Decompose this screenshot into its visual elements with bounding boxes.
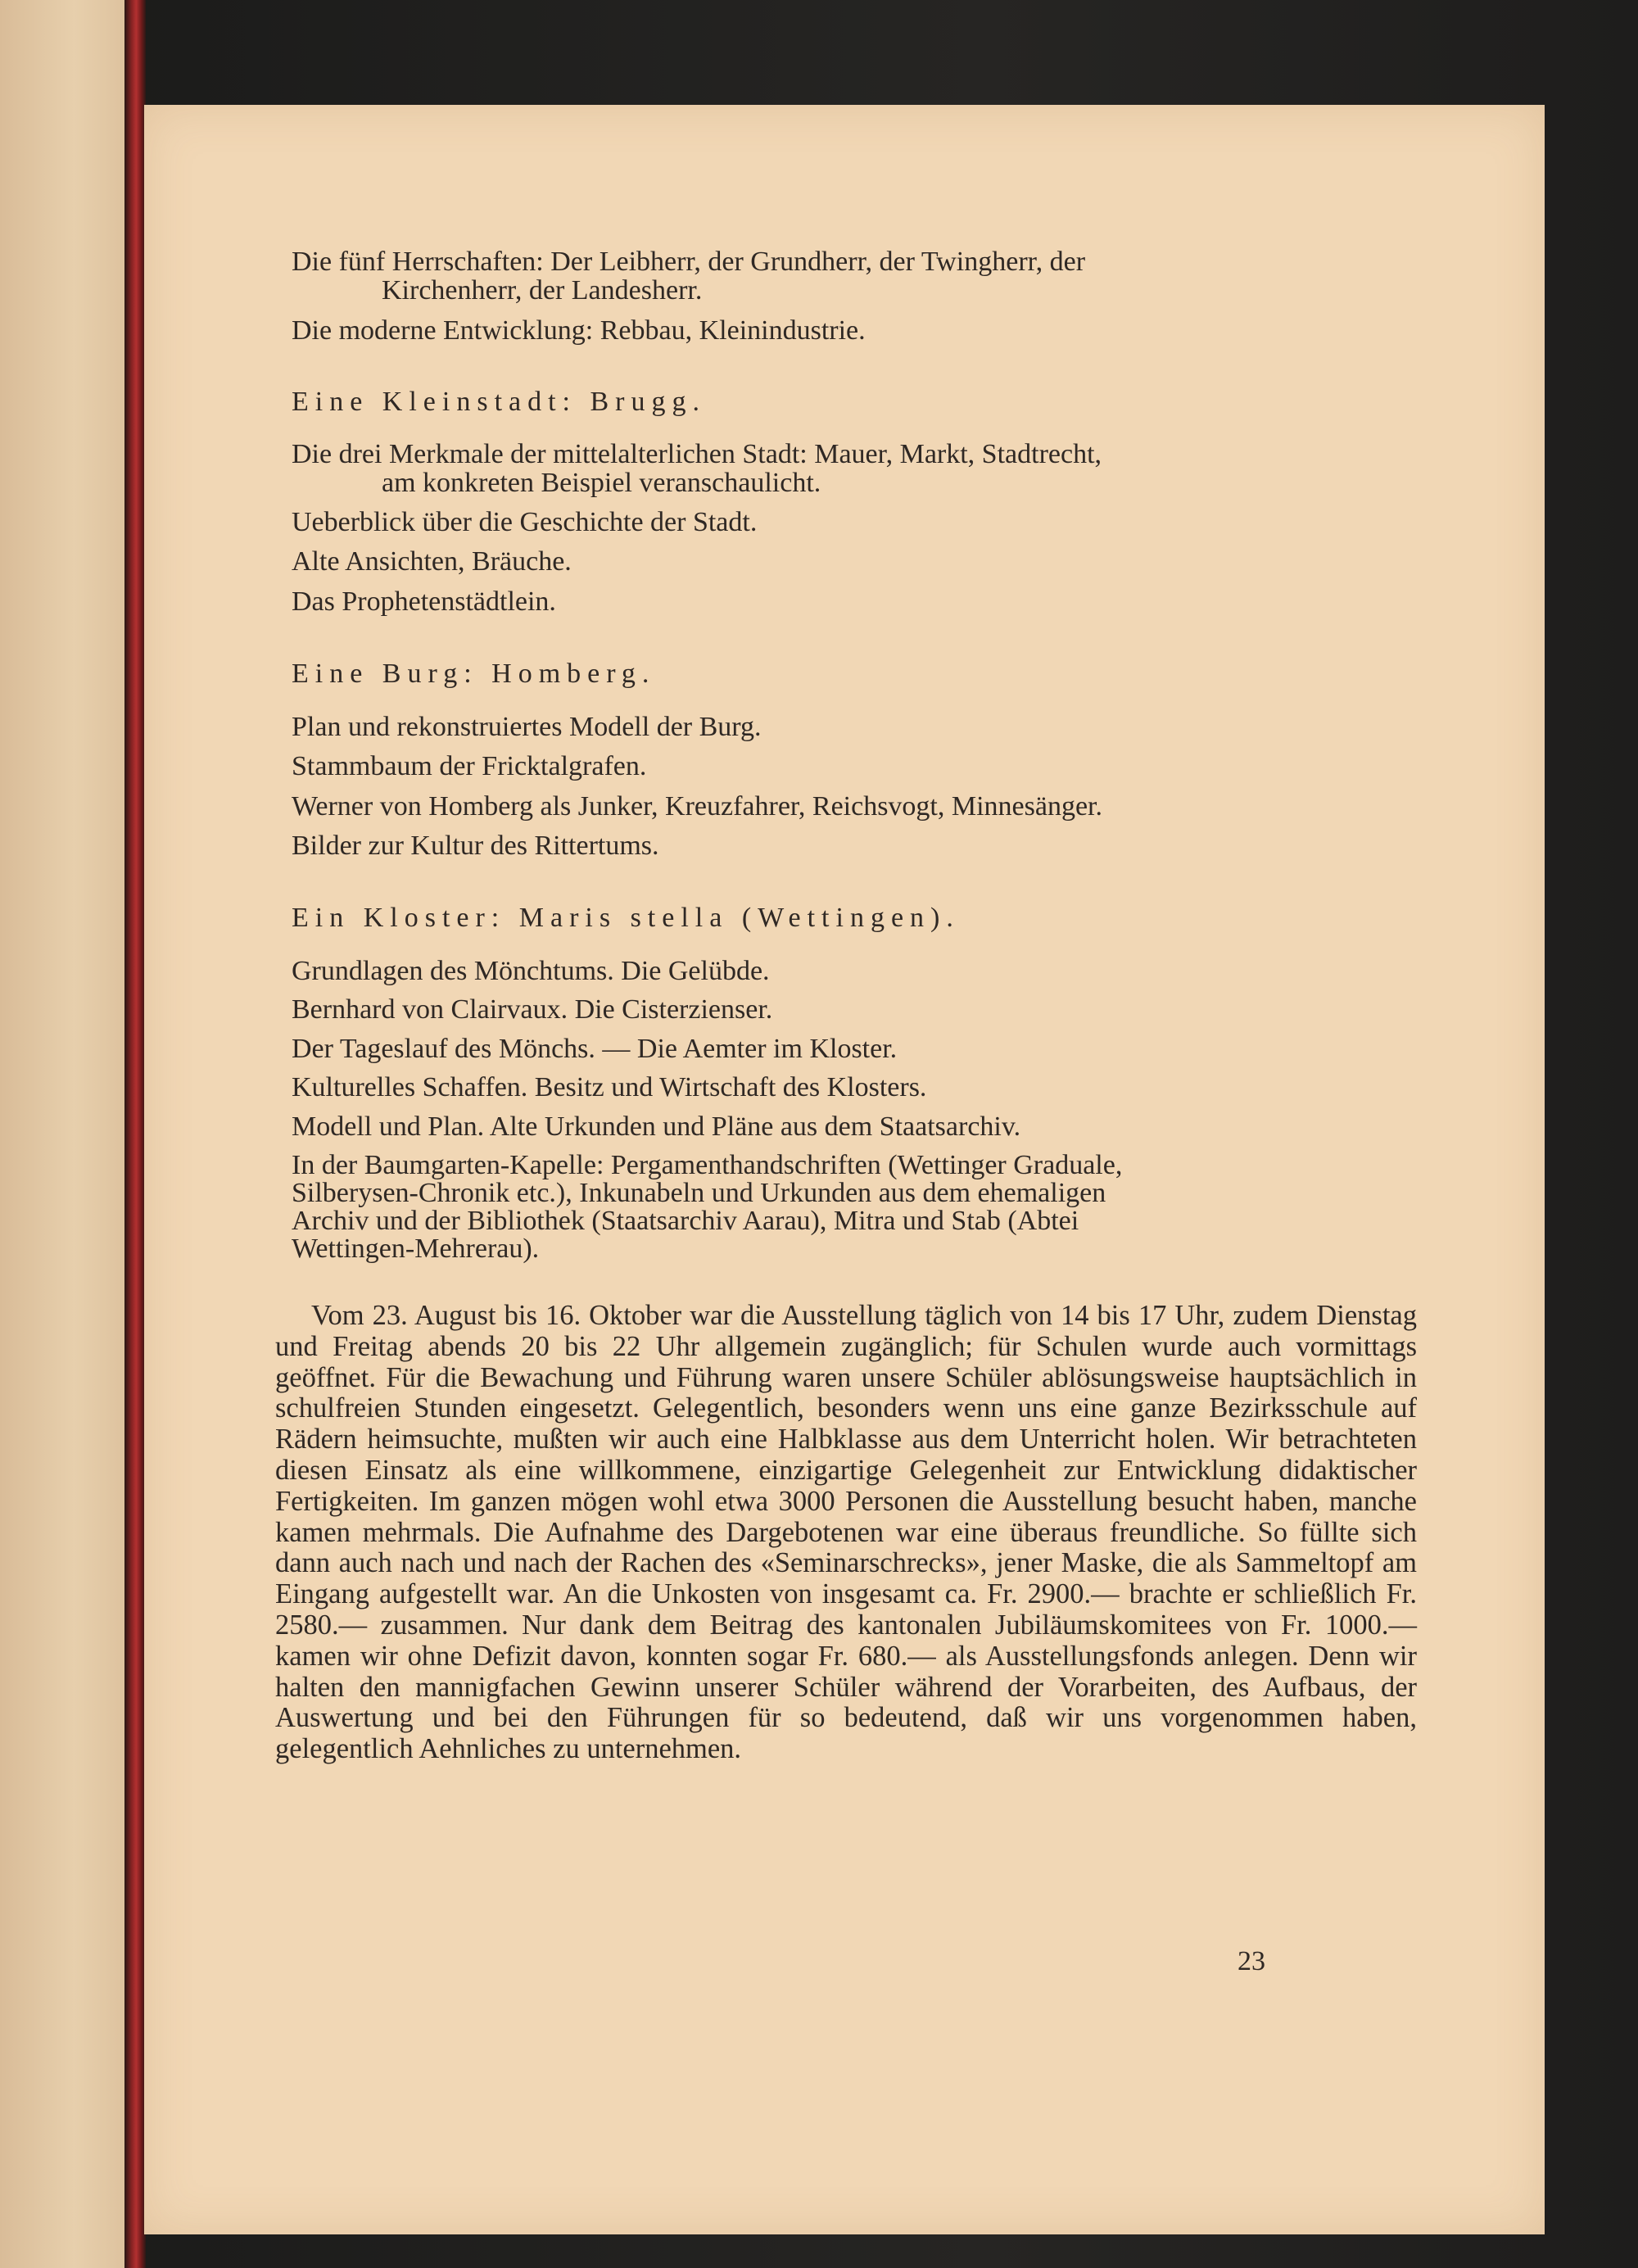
page-number: 23 — [1238, 1946, 1265, 1976]
book-binding — [124, 0, 146, 2268]
text-line: Die moderne Entwicklung: Rebbau, Kleinindustrie. — [292, 315, 866, 346]
text-line: Grundlagen des Mönchtums. Die Gelübde. — [292, 956, 770, 986]
text-line: Das Prophetenstädtlein. — [292, 586, 556, 617]
page-body — [144, 105, 1545, 2234]
text-line: Die fünf Herrschaften: Der Leibherr, der Grundherr, der Twingherr, der — [292, 247, 1086, 277]
section-heading: Eine Burg: Homberg. — [292, 659, 656, 689]
text-line: Archiv und der Bibliothek (Staatsarchiv Aarau), Mitra und Stab (Abtei — [292, 1206, 1079, 1236]
text-line: Ueberblick über die Geschichte der Stadt. — [292, 507, 758, 537]
text-line: am konkreten Beispiel veranschaulicht. — [382, 468, 821, 498]
text-line: Alte Ansichten, Bräuche. — [292, 546, 572, 577]
book-page — [144, 105, 1545, 2234]
text-line: Die drei Merkmale der mittelalterlichen Stadt: Mauer, Markt, Stadtrecht, — [292, 439, 1102, 469]
text-line: Silberysen-Chronik etc.), Inkunabeln und Urkunden aus dem ehemaligen — [292, 1178, 1106, 1208]
text-line: Kulturelles Schaffen. Besitz und Wirtschaft des Klosters. — [292, 1072, 927, 1102]
text-line: Kirchenherr, der Landesherr. — [382, 275, 703, 306]
text-line: Bernhard von Clairvaux. Die Cisterzienser. — [292, 994, 773, 1025]
text-line: Werner von Homberg als Junker, Kreuzfahrer, Reichsvogt, Minnesänger. — [292, 791, 1103, 822]
section-heading: Eine Kleinstadt: Brugg. — [292, 387, 707, 417]
text-line: Der Tageslauf des Mönchs. — Die Aemter im Kloster. — [292, 1034, 898, 1064]
text-line: Modell und Plan. Alte Urkunden und Pläne aus dem Staatsarchiv. — [292, 1111, 1021, 1142]
text-line: Wettingen-Mehrerau). — [292, 1234, 540, 1264]
text-line: Stammbaum der Fricktalgrafen. — [292, 751, 647, 781]
text-line: Plan und rekonstruiertes Modell der Burg. — [292, 712, 762, 742]
text-line: In der Baumgarten-Kapelle: Pergamenthandschriften (Wettinger Graduale, — [292, 1150, 1123, 1180]
previous-page-edge — [0, 0, 135, 2268]
section-heading: Ein Kloster: Maris stella (Wettingen). — [292, 903, 960, 933]
body-paragraph: Vom 23. August bis 16. Oktober war die Ausstellung täglich von 14 bis 17 Uhr, zudem Dienstag und Freitag abends 20 bis 22 Uhr allgemein zugänglich; für Schulen wurde auch vormittags geöffnet. Für die Bewachung und Führung waren unsere Schüler ablösungsweise hauptsächlich in schulfreien Stunden eingesetzt. Gelegentlich, besonders wenn uns eine ganze Bezirksschule auf Rädern heimsuchte, mußten wir auch eine Halbklasse aus dem Unterricht holen. Wir betrachteten diesen Einsatz als eine willkommene, einzigartige Gelegenheit zur Entwicklung didaktischer Fertigkeiten. Im ganzen mögen wohl etwa 3000 Personen die Ausstellung besucht haben, manche kamen mehrmals. Die Aufnahme des Dargebotenen war eine überaus freundliche. So füllte sich dann auch nach und nach der Rachen des «Seminarschrecks», jener Maske, die als Sammeltopf am Eingang aufgestellt war. An die Unkosten von insgesamt ca. Fr. 2900.— brachte er schließlich Fr. 2580.— zusammen. Nur dank dem Beitrag des kantonalen Jubiläumskomitees von Fr. 1000.— kamen wir ohne Defizit davon, konnten sogar Fr. 680.— als Ausstellungsfonds anlegen. Denn wir halten den mannigfachen Gewinn unserer Schüler während der Vorarbeiten, des Aufbaus, der Auswertung und bei den Führungen für so bedeutend, daß wir uns vorgenommen haben, gelegentlich Aehnliches zu unternehmen. — [275, 1300, 1417, 1765]
text-line: Bilder zur Kultur des Rittertums. — [292, 831, 659, 861]
